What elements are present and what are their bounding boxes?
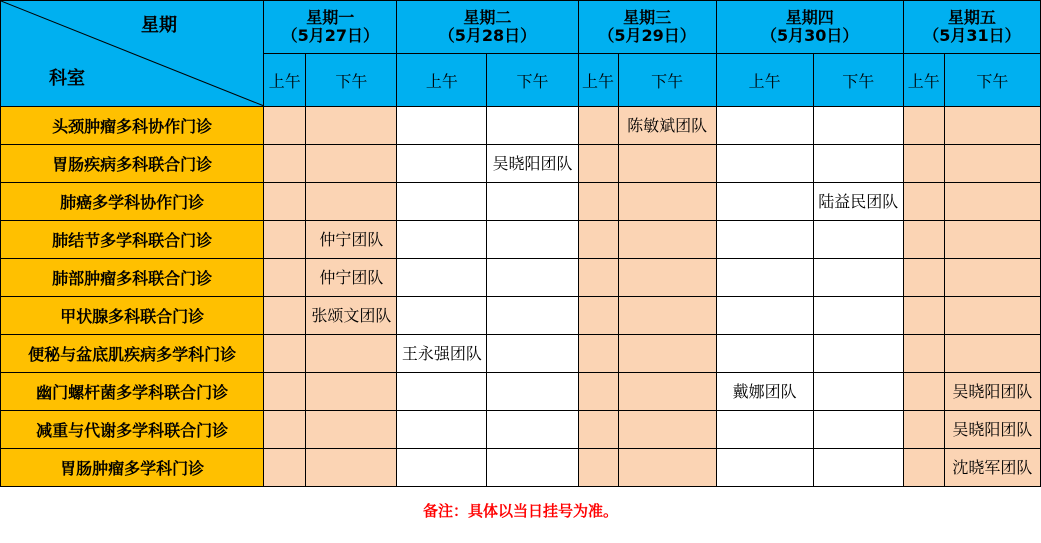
schedule-cell	[578, 183, 618, 221]
day-name: 星期三	[623, 8, 672, 27]
schedule-cell	[578, 221, 618, 259]
schedule-cell	[264, 411, 306, 449]
schedule-cell	[944, 107, 1040, 145]
schedule-cell	[903, 373, 944, 411]
schedule-cell	[944, 183, 1040, 221]
department-name: 甲状腺多科联合门诊	[1, 297, 264, 335]
schedule-cell	[487, 373, 578, 411]
schedule-cell	[578, 335, 618, 373]
schedule-cell	[716, 335, 813, 373]
schedule-cell	[618, 449, 716, 487]
half-pm-header: 下午	[487, 54, 578, 107]
department-name: 肺结节多学科联合门诊	[1, 221, 264, 259]
table-row	[1, 335, 1041, 373]
department-name: 肺癌多学科协作门诊	[1, 183, 264, 221]
schedule-cell	[264, 145, 306, 183]
schedule-cell: 仲宁团队	[306, 221, 397, 259]
schedule-cell: 陈敏斌团队	[618, 107, 716, 145]
schedule-cell	[578, 373, 618, 411]
schedule-cell	[813, 259, 903, 297]
schedule-cell	[903, 221, 944, 259]
schedule-cell	[306, 411, 397, 449]
schedule-cell	[944, 297, 1040, 335]
day-date: （5月31日）	[923, 26, 1021, 45]
schedule-cell	[716, 411, 813, 449]
day-header-mon	[264, 1, 397, 54]
table-row	[1, 297, 1041, 335]
department-name: 幽门螺杆菌多学科联合门诊	[1, 373, 264, 411]
day-header-thu	[716, 1, 903, 54]
schedule-cell	[618, 221, 716, 259]
day-name: 星期一	[306, 8, 355, 27]
schedule-cell	[813, 449, 903, 487]
schedule-cell	[716, 183, 813, 221]
schedule-cell	[578, 259, 618, 297]
day-date: （5月29日）	[598, 26, 696, 45]
schedule-cell: 王永强团队	[397, 335, 487, 373]
schedule-cell	[487, 107, 578, 145]
schedule-cell	[264, 259, 306, 297]
schedule-cell	[397, 411, 487, 449]
schedule-cell	[903, 335, 944, 373]
day-date: （5月27日）	[281, 26, 379, 45]
schedule-cell	[487, 411, 578, 449]
half-am-header: 上午	[397, 54, 487, 107]
day-name: 星期四	[785, 8, 834, 27]
department-name: 肺部肿瘤多科联合门诊	[1, 259, 264, 297]
schedule-cell	[397, 373, 487, 411]
schedule-cell	[264, 449, 306, 487]
day-name: 星期二	[463, 8, 512, 27]
schedule-cell	[618, 373, 716, 411]
schedule-cell	[397, 107, 487, 145]
schedule-cell	[264, 183, 306, 221]
schedule-cell	[618, 145, 716, 183]
schedule-cell	[487, 449, 578, 487]
schedule-cell	[813, 335, 903, 373]
schedule-cell	[397, 449, 487, 487]
department-name: 头颈肿瘤多科协作门诊	[1, 107, 264, 145]
corner-dept-label: 科室	[49, 68, 85, 89]
schedule-cell	[306, 449, 397, 487]
schedule-cell	[944, 335, 1040, 373]
half-am-header: 上午	[716, 54, 813, 107]
half-am-header: 上午	[903, 54, 944, 107]
day-name: 星期五	[947, 8, 996, 27]
schedule-cell	[487, 259, 578, 297]
schedule-cell	[944, 259, 1040, 297]
schedule-cell	[903, 183, 944, 221]
schedule-cell	[903, 107, 944, 145]
schedule-cell: 吴晓阳团队	[487, 145, 578, 183]
schedule-cell	[944, 145, 1040, 183]
schedule-cell	[397, 297, 487, 335]
table-row	[1, 145, 1041, 183]
schedule-cell	[264, 335, 306, 373]
schedule-cell	[813, 145, 903, 183]
schedule-cell	[306, 145, 397, 183]
schedule-cell	[813, 221, 903, 259]
table-row	[1, 221, 1041, 259]
day-date: （5月30日）	[761, 26, 859, 45]
half-am-header: 上午	[264, 54, 306, 107]
day-date: （5月28日）	[438, 26, 537, 45]
schedule-cell	[903, 297, 944, 335]
department-name: 胃肠肿瘤多学科门诊	[1, 449, 264, 487]
corner-day-label: 星期	[141, 15, 177, 36]
schedule-cell	[306, 183, 397, 221]
schedule-cell	[487, 221, 578, 259]
schedule-cell	[487, 297, 578, 335]
schedule-cell	[264, 107, 306, 145]
schedule-cell	[716, 107, 813, 145]
schedule-cell: 张颂文团队	[306, 297, 397, 335]
schedule-cell	[578, 411, 618, 449]
footnote-text: 备注：具体以当日挂号为准。	[422, 502, 618, 520]
schedule-cell	[903, 411, 944, 449]
schedule-cell	[578, 297, 618, 335]
schedule-body	[1, 107, 1041, 487]
schedule-cell: 沈晓军团队	[944, 449, 1040, 487]
half-pm-header: 下午	[944, 54, 1040, 107]
schedule-cell	[716, 145, 813, 183]
schedule-cell: 吴晓阳团队	[944, 411, 1040, 449]
department-name: 便秘与盆底肌疾病多学科门诊	[1, 335, 264, 373]
half-am-header: 上午	[578, 54, 618, 107]
schedule-cell	[397, 259, 487, 297]
table-row	[1, 107, 1041, 145]
schedule-cell	[264, 373, 306, 411]
schedule-cell: 陆益民团队	[813, 183, 903, 221]
header-corner	[1, 1, 264, 107]
schedule-cell: 吴晓阳团队	[944, 373, 1040, 411]
schedule-cell: 仲宁团队	[306, 259, 397, 297]
schedule-cell	[903, 259, 944, 297]
schedule-cell	[618, 259, 716, 297]
department-name: 胃肠疾病多科联合门诊	[1, 145, 264, 183]
schedule-cell	[397, 183, 487, 221]
schedule-cell	[618, 297, 716, 335]
schedule-cell	[264, 297, 306, 335]
schedule-cell	[487, 335, 578, 373]
schedule-cell	[813, 373, 903, 411]
schedule-cell	[397, 221, 487, 259]
schedule-cell	[487, 183, 578, 221]
schedule-cell	[306, 335, 397, 373]
half-pm-header: 下午	[813, 54, 903, 107]
schedule-cell	[578, 449, 618, 487]
schedule-cell	[397, 145, 487, 183]
schedule-cell	[578, 145, 618, 183]
table-row	[1, 183, 1041, 221]
schedule-cell	[903, 145, 944, 183]
schedule-cell	[306, 373, 397, 411]
schedule-cell	[716, 297, 813, 335]
corner-diagonal-line	[1, 1, 264, 106]
schedule-cell: 戴娜团队	[716, 373, 813, 411]
schedule-cell	[306, 107, 397, 145]
schedule-cell	[813, 297, 903, 335]
day-header-tue	[397, 1, 578, 54]
schedule-cell	[716, 449, 813, 487]
schedule-cell	[716, 221, 813, 259]
schedule-cell	[944, 221, 1040, 259]
schedule-cell	[264, 221, 306, 259]
schedule-cell	[618, 335, 716, 373]
day-header-fri	[903, 1, 1040, 54]
day-header-wed	[578, 1, 716, 54]
schedule-cell	[618, 183, 716, 221]
schedule-cell	[813, 107, 903, 145]
table-row	[1, 259, 1041, 297]
table-row	[1, 411, 1041, 449]
table-row	[1, 373, 1041, 411]
half-pm-header: 下午	[618, 54, 716, 107]
schedule-cell	[903, 449, 944, 487]
schedule-cell	[813, 411, 903, 449]
schedule-cell	[618, 411, 716, 449]
half-pm-header: 下午	[306, 54, 397, 107]
department-name: 减重与代谢多学科联合门诊	[1, 411, 264, 449]
schedule-cell	[716, 259, 813, 297]
table-row	[1, 449, 1041, 487]
schedule-cell	[578, 107, 618, 145]
